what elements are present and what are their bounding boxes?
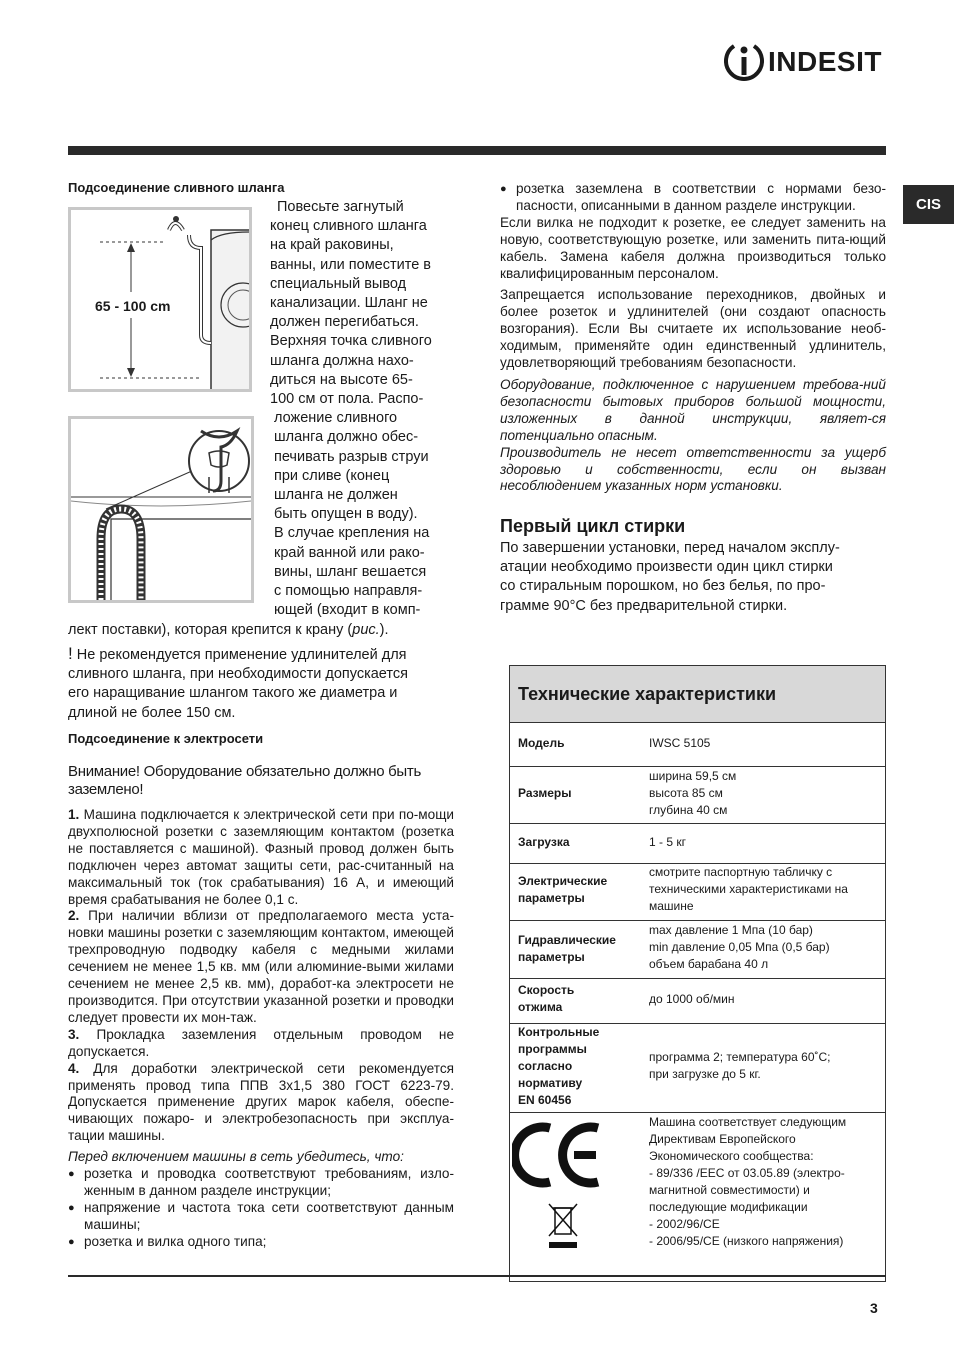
header-rule	[68, 146, 886, 155]
drain-hook-figure	[68, 416, 254, 603]
instruction-item	[68, 1061, 454, 1146]
check-intro: Перед включением машины в сеть убедитесь, что:	[68, 1149, 404, 1165]
spec-value: смотрите паспортную табличку с техническими характеристиками на машине	[649, 865, 848, 913]
drain-line: 100 см от пола. Распо-	[270, 391, 424, 408]
drain-line: В случае крепления на	[274, 525, 430, 542]
warning-line: его наращивание шлангом такого же диаметра и	[68, 685, 398, 702]
instruction-item	[68, 908, 454, 1026]
drain-line: должен перегибаться.	[270, 314, 419, 331]
drain-line: с помощью направля-	[274, 583, 423, 600]
instruction-item	[68, 807, 454, 908]
drain-height-label: 65 - 100 cm	[95, 298, 171, 314]
weee-bin-icon	[546, 1202, 580, 1250]
drain-text	[270, 198, 460, 620]
drain-line: край ванной или рако-	[274, 544, 425, 561]
drain-line: быть опущен в воду).	[274, 506, 418, 523]
drain-line: шланга должно обес-	[274, 429, 419, 446]
drain-last-line	[68, 621, 458, 640]
instruction-item	[68, 1027, 454, 1061]
spec-key: Загрузка	[518, 835, 570, 849]
drain-line: при сливе (конец	[274, 467, 390, 484]
first-cycle-line: грамме 90°С без предварительной стирки.	[500, 597, 788, 614]
figure-reference: рис.	[352, 622, 380, 638]
electric-instructions	[68, 807, 454, 1251]
spec-row-dimensions	[510, 766, 885, 824]
ce-mark-icon	[512, 1120, 604, 1190]
drain-line: на край раковины,	[270, 237, 394, 254]
warning-line: длиной не более 150 см.	[68, 704, 236, 721]
grounding-attention: Внимание! Оборудование обязательно должно быть заземлено!	[68, 763, 421, 798]
spec-value: max давление 1 Mпa (10 бар) min давление 0,05 Mпa (0,5 бар) объем барабана 40 л	[649, 923, 830, 971]
item-text: При наличии вблизи от предполагаемого места уста-новки машины розетки с заземляющим контактом, имеющей трехпроводную подводку кабеля с медными жилами сечением не менее 1,5 кв. мм (или алюминие-выми жилами сечением не менее 2,5 кв. мм), доработ-ка электросети не производится. При отсутствии указанной розетки и проводки следует провести их мон-таж.	[68, 908, 455, 1025]
drain-line: шланга не должен	[274, 487, 398, 504]
first-cycle-line: со стиральным порошком, но без белья, по про-	[500, 578, 826, 595]
spec-row-test-programs	[510, 1023, 885, 1113]
spec-value: до 1000 об/мин	[649, 992, 735, 1006]
spec-value: 1 - 5 кг	[649, 835, 686, 849]
drain-line: вины, шланг вешается	[274, 563, 427, 580]
spec-key: Скорость отжима	[518, 983, 575, 1014]
footer-rule	[68, 1275, 886, 1277]
liability-paragraph: Производитель не несет ответственности за ущерб здоровью и собственности, если он вызван несоблюдением указанных норм установки.	[500, 444, 886, 494]
spec-row-electrical	[510, 863, 885, 921]
item-text: Для доработки электрической сети рекомендуется применять провод типа ППВ 3х1,5 380 ГОСТ 6223-79. Допускается применение других марок кабеля, обеспе-чивающих пожаро- и электробезопасность при эксплуа-тации машины.	[68, 1060, 454, 1144]
drain-line: конец сливного шланга	[270, 218, 427, 235]
warning-line: сливного шланга, при необходимости допускается	[68, 666, 408, 683]
drain-warning	[68, 644, 458, 723]
safety-text	[500, 181, 886, 495]
spec-value: ширина 59,5 см высота 85 см глубина 40 см	[649, 769, 737, 817]
plug-paragraph: Если вилка не подходит к розетке, ее следует заменить на новую, соответствующую розетке, или заменить пита-ющий кабель. Замена кабеля должна производиться только квалифицированным персоналом.	[500, 214, 886, 281]
drain-height-figure	[68, 207, 252, 392]
spec-row-load	[510, 823, 885, 864]
drain-line: шланга должна нахо-	[270, 352, 414, 369]
spec-key: Модель	[518, 736, 565, 750]
warning-icon: !	[68, 644, 73, 663]
drain-line: ющей (входит в комп-	[274, 602, 421, 619]
item-number: 4.	[68, 1060, 80, 1076]
section-tab: CIS	[903, 185, 954, 224]
first-cycle-heading: Первый цикл стирки	[500, 516, 686, 536]
directives-text: Машина соответствует следующим Директивам Европейского Экономического сообщества: - 89/336 /EEC от 03.05.89 (электро- магнитной совместимости) и последующие модификации - 2002/96/CE - 2006/95/CE (низкого напряжения)	[649, 1115, 847, 1248]
item-number: 3.	[68, 1026, 80, 1042]
item-number: 1.	[68, 807, 80, 822]
brand-name: INDESIT	[768, 46, 882, 77]
danger-paragraph: Оборудование, подключенное с нарушением требова-ний безопасности бытовых приборов большой мощности, изложенных в данной инструкции, являет-ся потенциально опасным.	[500, 376, 886, 443]
drain-line: печивать разрыв струи	[274, 448, 429, 465]
spec-key: Гидравлические параметры	[518, 933, 616, 964]
specs-table	[509, 665, 886, 1282]
logo-emblem-icon	[724, 40, 764, 84]
spec-value: программа 2; температура 60˚С; при загрузке до 5 кг.	[649, 1050, 831, 1081]
drain-hook-illustration	[71, 419, 251, 600]
spec-row-hydraulic	[510, 920, 885, 979]
page-number: 3	[870, 1300, 878, 1316]
drain-line: канализации. Шланг не	[270, 295, 428, 312]
ce-mark	[512, 1120, 602, 1190]
indesit-logo	[724, 40, 894, 86]
adapter-paragraph: Запрещается использование переходников, двойных и более розеток и удлинителей (они создают опасность возгорания). Если Вы считаете их использование необ-ходимым, применяйте один единственный удлинитель, удовлетворяющий требованиям безопасности.	[500, 287, 886, 371]
drain-line: ложение сливного	[274, 410, 398, 427]
electric-heading: Подсоединение к электросети	[68, 731, 264, 746]
item-text: Прокладка заземления отдельным проводом не допускается.	[68, 1026, 455, 1059]
spec-key: Контрольные программы согласно нормативу EN 60456	[518, 1025, 600, 1107]
drain-last-text: лект поставки), которая крепится к крану (	[68, 622, 353, 638]
drain-line: Повесьте загнутый	[277, 199, 404, 215]
drain-line: ванны, или поместите в	[270, 256, 432, 273]
item-text: Машина подключается к электрической сети при по-мощи двухполюсной розетки с заземляющим контактом (розетка не поставляется с машиной). Фазный провод должен быть подключен через автомат защиты сети, рас-считанный на максимальный ток (ток срабатывания) 16 А, и имеющий время срабатывания не более 0,1 с.	[68, 807, 454, 907]
spec-row-spin	[510, 978, 885, 1024]
drain-last-close: ).	[379, 622, 389, 638]
spec-row-compliance	[510, 1112, 885, 1281]
item-number: 2.	[68, 908, 80, 924]
spec-value: IWSC 5105	[649, 736, 711, 750]
check-bullet: ● напряжение и частота тока сети соответствуют данным машины;	[68, 1200, 454, 1234]
spec-key: Электрические параметры	[518, 874, 608, 905]
first-cycle-line: атации необходимо произвести один цикл стирки	[500, 559, 833, 576]
spec-key: Размеры	[518, 786, 572, 800]
specs-title: Технические характеристики	[510, 666, 885, 723]
spec-row-model	[510, 722, 885, 767]
drain-line: диться на высоте 65-	[270, 371, 413, 388]
check-bullet: ● розетка и проводка соответствуют требованиям, изло-женным в данном разделе инструкции;	[68, 1166, 454, 1200]
drain-line: специальный вывод	[270, 275, 407, 292]
check-bullet: ● розетка и вилка одного типа;	[68, 1234, 454, 1251]
drain-heading: Подсоединение сливного шланга	[68, 180, 285, 195]
warning-line: Не рекомендуется применение удлинителей для	[76, 647, 407, 663]
first-cycle-text	[500, 539, 890, 616]
first-cycle-line: По завершении установки, перед началом эксплу-	[500, 540, 840, 556]
drain-line: Верхняя точка сливного	[270, 333, 432, 350]
ground-bullet: ● розетка заземлена в соответствии с нормами безо-пасности, описанными в данном разделе инструкции.	[500, 181, 886, 215]
